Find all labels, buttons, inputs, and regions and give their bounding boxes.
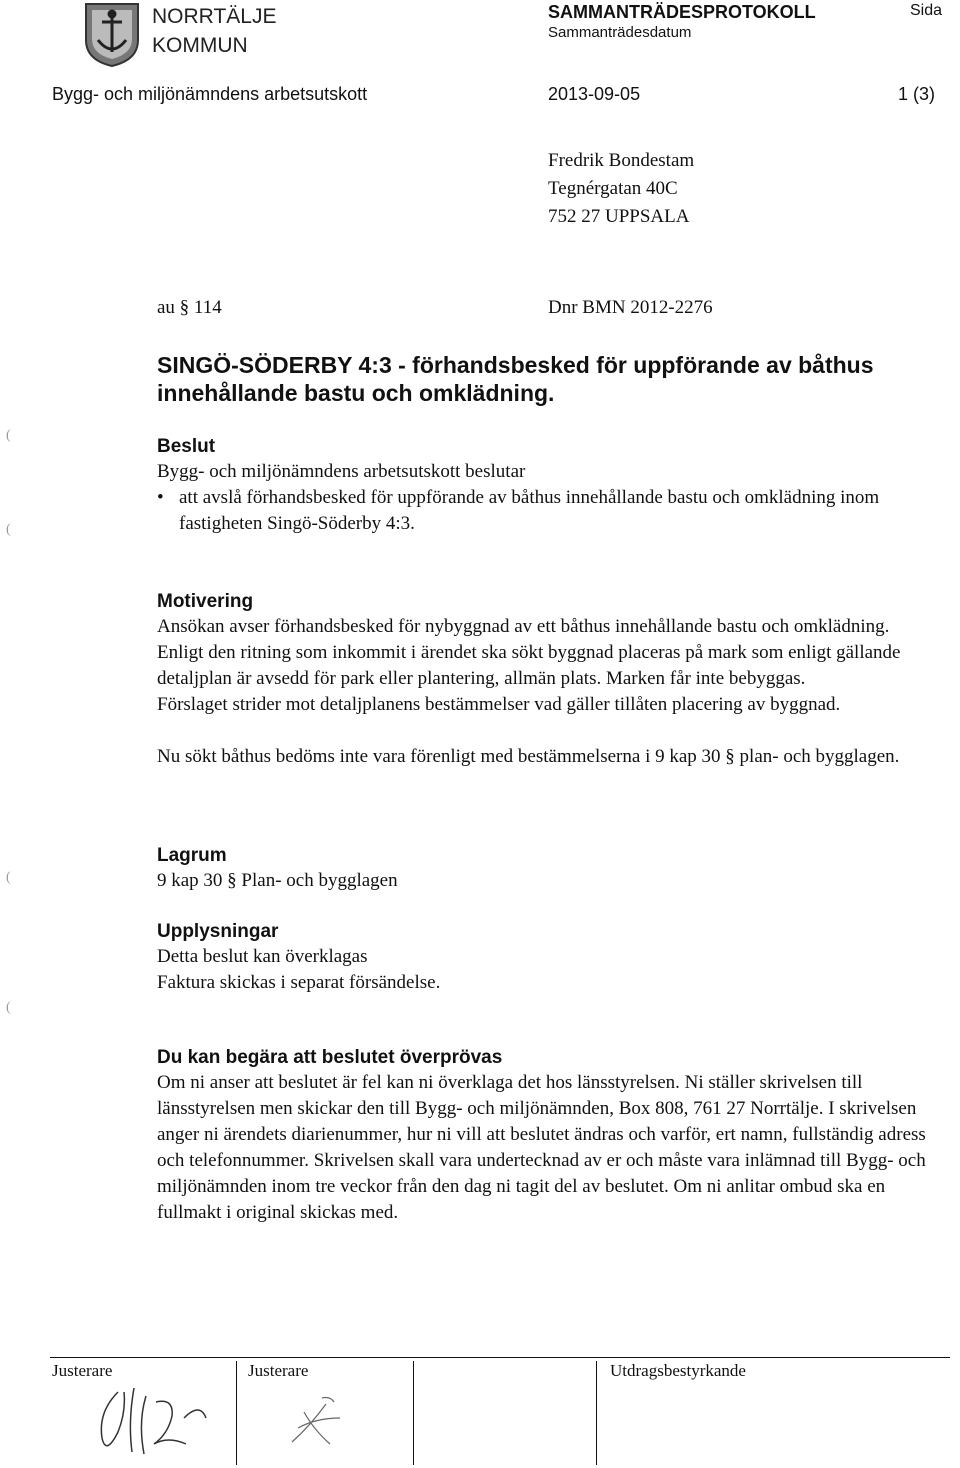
signature-2 <box>270 1372 360 1462</box>
footer-divider <box>50 1357 950 1358</box>
lagrum-heading: Lagrum <box>157 845 227 866</box>
page-label: Sida <box>910 2 943 19</box>
appeal-section <box>157 1046 937 1226</box>
footer-separator <box>596 1361 597 1465</box>
committee-name: Bygg- och miljönämndens arbetsutskott <box>52 84 368 104</box>
justerare-label-2: Justerare <box>248 1361 309 1380</box>
page-number: 1 (3) <box>898 84 936 104</box>
org-line-1: NORRTÄLJE <box>152 5 277 28</box>
appeal-heading: Du kan begära att beslutet överprövas <box>157 1047 503 1068</box>
margin-mark: ( <box>6 428 11 443</box>
margin-mark: ( <box>6 870 11 885</box>
motivering-section <box>157 590 937 770</box>
beslut-intro: Bygg- och miljönämndens arbetsutskott beslutar <box>157 461 526 482</box>
utdragsbestyrkande-label: Utdragsbestyrkande <box>610 1361 746 1380</box>
upplysningar-line-2: Faktura skickas i separat försändelse. <box>157 972 441 993</box>
appeal-text: Om ni anser att beslutet är fel kan ni överklaga det hos länsstyrelsen. Ni ställer skrivelsen till länsstyrelsen men skickar den till Bygg- och miljönämnden, Box 808, 761 27 Norrtälje. I skrivelsen anger ni ärendets diarienummer, hur ni vill att beslutet ändras och varför, ert namn, fullständig adress och telefonnummer. Skrivelsen skall vara undertecknad av er och måste vara inlämnad till Bygg- och miljönämnden inom tre veckor från den dag ni tagit del av beslutet. Om ni anlitar ombud ska en fullmakt i original skickas med. <box>157 1072 926 1223</box>
org-line-2: KOMMUN <box>152 34 248 57</box>
justerare-label-1: Justerare <box>52 1361 113 1380</box>
meeting-date: 2013-09-05 <box>548 84 641 104</box>
beslut-section <box>157 435 937 537</box>
margin-mark: ( <box>6 1000 11 1015</box>
bullet-icon: • <box>157 487 164 508</box>
margin-mark: ( <box>6 522 11 537</box>
document-subtitle: Sammanträdesdatum <box>548 24 692 41</box>
upplysningar-heading: Upplysningar <box>157 921 279 942</box>
upplysningar-section <box>157 920 937 996</box>
footer-separator <box>236 1361 237 1465</box>
signature-1 <box>88 1372 228 1462</box>
recipient-name: Fredrik Bondestam <box>548 150 695 171</box>
motivering-paragraph-1: Ansökan avser förhandsbesked för nybyggnad av ett båthus innehållande bastu och omklädning. Enligt den ritning som inkommit i ärendet ska sökt byggnad placeras på mark som enligt gällande detaljplan är avsedd för park eller plantering, allmän plats. Marken får inte bebyggas. <box>157 616 901 689</box>
document-title: SAMMANTRÄDESPROTOKOLL <box>548 2 816 22</box>
beslut-bullet <box>157 485 937 537</box>
municipality-name <box>152 2 276 60</box>
recipient-street: Tegnérgatan 40C <box>548 178 678 199</box>
case-title: SINGÖ-SÖDERBY 4:3 - förhandsbesked för uppförande av båthus innehållande bastu och omklädning. <box>157 352 874 406</box>
motivering-paragraph-3: Nu sökt båthus bedöms inte vara förenligt med bestämmelserna i 9 kap 30 § plan- och bygglagen. <box>157 746 900 767</box>
footer-separator <box>413 1361 414 1465</box>
beslut-bullet-text: att avslå förhandsbesked för uppförande av båthus innehållande bastu och omklädning inom fastigheten Singö-Söderby 4:3. <box>179 487 880 534</box>
upplysningar-line-1: Detta beslut kan överklagas <box>157 946 368 967</box>
recipient-postal: 752 27 UPPSALA <box>548 206 690 227</box>
lagrum-section <box>157 844 937 894</box>
municipality-crest-logo <box>82 2 142 68</box>
beslut-heading: Beslut <box>157 436 216 457</box>
diary-number: Dnr BMN 2012-2276 <box>548 297 713 318</box>
motivering-heading: Motivering <box>157 591 254 612</box>
lagrum-text: 9 kap 30 § Plan- och bygglagen <box>157 870 398 891</box>
recipient-address <box>548 147 694 231</box>
motivering-paragraph-2: Förslaget strider mot detaljplanens bestämmelser vad gäller tillåten placering av byggnad. <box>157 694 841 715</box>
paragraph-reference: au § 114 <box>157 297 222 318</box>
